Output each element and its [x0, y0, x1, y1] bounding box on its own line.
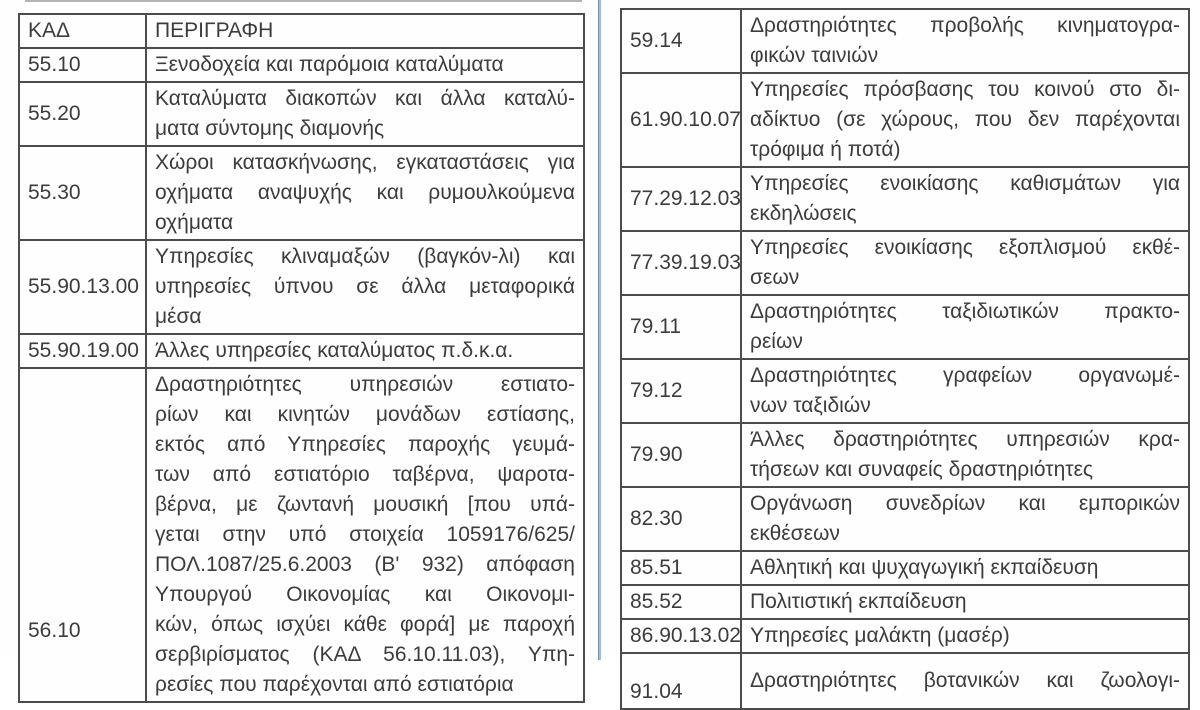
description-line: Πολιτιστική εκπαίδευση [750, 590, 967, 613]
table-row [621, 73, 1189, 167]
kad-code-cell: 91.04 [621, 653, 741, 709]
table-row [621, 487, 1189, 551]
table-header-row [19, 14, 584, 48]
description-line: Ξενοδοχεία και παρόμοια καταλύματα [155, 53, 504, 76]
description-line: μέσα [155, 305, 202, 328]
description-line: Χώροι κατασκήνωσης, εγκαταστάσεις για [155, 151, 575, 174]
description-cell [741, 295, 1189, 359]
description-line: Δραστηριότητες βοτανικών και ζωολογι- [750, 669, 1180, 692]
table-row [621, 551, 1189, 585]
header-kad: ΚΑΔ [19, 14, 146, 48]
description-line: γεται στην υπό στοιχεία 1059176/625/ [155, 523, 575, 546]
kad-code-cell: 77.39.19.03 [621, 231, 741, 295]
cut-off-row-border [25, 0, 582, 2]
description-line: υπηρεσίες ύπνου σε άλλα μεταφορικά [155, 275, 575, 298]
table-row [19, 48, 584, 82]
description-cell [741, 9, 1189, 73]
description-line: σερβιρίσματος (ΚΑΔ 56.10.11.03), Υπη- [155, 643, 575, 666]
description-line: ρεσίες που παρέχονται από εστιατόρια [155, 673, 514, 696]
kad-code-cell: 55.10 [19, 48, 146, 82]
kad-table-right [620, 8, 1190, 710]
description-line: Δραστηριότητες γραφείων οργανωμέ- [750, 364, 1180, 387]
description-line: Δραστηριότητες προβολής κινηματογρα- [750, 14, 1180, 37]
description-cell [741, 231, 1189, 295]
description-cell [146, 82, 584, 146]
description-line: νων ταξιδιών [750, 394, 871, 417]
description-line: εκτός από Υπηρεσίες παροχής γευμά- [155, 433, 575, 456]
description-line: Άλλες δραστηριότητες υπηρεσιών κρα- [750, 428, 1180, 451]
description-line: Υπηρεσίες μαλάκτη (μασέρ) [750, 624, 1010, 647]
kad-code-cell: 55.90.13.00 [19, 240, 146, 334]
description-line: Αθλητική και ψυχαγωγική εκπαίδευση [750, 556, 1099, 579]
description-cell [741, 73, 1189, 167]
description-cell [146, 48, 584, 82]
description-line: κών, όπως ισχύει κάθε φορά] με παροχή [155, 613, 575, 636]
table-row [621, 359, 1189, 423]
description-line: εκδηλώσεις [750, 202, 857, 225]
kad-code-cell: 82.30 [621, 487, 741, 551]
description-cell [741, 551, 1189, 585]
table-row [621, 619, 1189, 653]
table-row [19, 240, 584, 334]
kad-code-cell: 59.14 [621, 9, 741, 73]
table-row [19, 146, 584, 240]
description-line: Υπηρεσίες πρόσβασης του κοινού στο δι- [750, 78, 1180, 101]
description-cell [741, 423, 1189, 487]
description-line: οχήματα αναψυχής και ρυμουλκούμενα [155, 181, 575, 204]
kad-code-cell: 85.51 [621, 551, 741, 585]
description-line: τήσεων και συναφείς δραστηριότητες [750, 458, 1094, 481]
kad-code-cell: 85.52 [621, 585, 741, 619]
description-line: Οργάνωση συνεδρίων και εμπορικών [750, 492, 1180, 515]
table-row [19, 334, 584, 368]
kad-code-cell: 55.90.19.00 [19, 334, 146, 368]
kad-code-cell: 61.90.10.07 [621, 73, 741, 167]
kad-code-cell: 79.90 [621, 423, 741, 487]
kad-table-left [18, 13, 585, 703]
description-line: ματα σύντομης διαμονής [155, 117, 385, 140]
description-line: Υπηρεσίες ενοικίασης καθισμάτων για [750, 172, 1180, 195]
description-cell [146, 368, 584, 702]
table-row [19, 368, 584, 702]
description-cell [146, 334, 584, 368]
table-row [621, 167, 1189, 231]
table-row [621, 231, 1189, 295]
column-divider-rule [598, 0, 601, 660]
description-line: Δραστηριότητες ταξιδιωτικών πρακτο- [750, 300, 1180, 323]
kad-code-cell: 55.30 [19, 146, 146, 240]
description-cell [741, 653, 1189, 709]
description-cell [741, 167, 1189, 231]
table-row [19, 82, 584, 146]
description-cell [741, 359, 1189, 423]
kad-code-cell: 86.90.13.02 [621, 619, 741, 653]
table-row [621, 9, 1189, 73]
description-line: Καταλύματα διακοπών και άλλα καταλύ- [155, 87, 575, 110]
description-line: φικών ταινιών [750, 44, 879, 67]
description-line: ρίων και κινητών μονάδων εστίασης, [155, 403, 575, 426]
description-cell [146, 240, 584, 334]
description-cell [741, 487, 1189, 551]
table-row [621, 423, 1189, 487]
description-line: Υπουργού Οικονομίας και Οικονομι- [155, 583, 575, 606]
header-perigrafi: ΠΕΡΙΓΡΑΦΗ [146, 14, 584, 48]
description-line: αδίκτυο (σε χώρους, που δεν παρέχονται [750, 108, 1180, 131]
description-line: σεων [750, 266, 800, 289]
description-cell [146, 146, 584, 240]
kad-code-cell: 56.10 [19, 368, 146, 702]
description-line: βέρνα, με ζωντανή μουσική [που υπά- [155, 493, 575, 516]
description-line: των από εστιατόριο ταβέρνα, ψαροτα- [155, 463, 575, 486]
table-row [621, 295, 1189, 359]
description-line: Υπηρεσίες κλιναμαξών (βαγκόν-λι) και [155, 245, 575, 268]
description-cell [741, 585, 1189, 619]
description-line: εκθέσεων [750, 522, 840, 545]
table-row [621, 653, 1189, 709]
description-line: οχήματα [155, 211, 234, 234]
description-line: Υπηρεσίες ενοικίασης εξοπλισμού εκθέ- [750, 236, 1180, 259]
kad-code-cell: 79.12 [621, 359, 741, 423]
description-line: Άλλες υπηρεσίες καταλύματος π.δ.κ.α. [155, 339, 514, 362]
kad-code-cell: 55.20 [19, 82, 146, 146]
description-cell [741, 619, 1189, 653]
kad-code-cell: 79.11 [621, 295, 741, 359]
description-line: Δραστηριότητες υπηρεσιών εστιατο- [155, 373, 575, 396]
table-row [621, 585, 1189, 619]
description-line: ρείων [750, 330, 803, 353]
description-line: τρόφιμα ή ποτά) [750, 138, 901, 161]
description-line: ΠΟΛ.1087/25.6.2003 (Β' 932) απόφαση [155, 553, 575, 576]
kad-code-cell: 77.29.12.03 [621, 167, 741, 231]
